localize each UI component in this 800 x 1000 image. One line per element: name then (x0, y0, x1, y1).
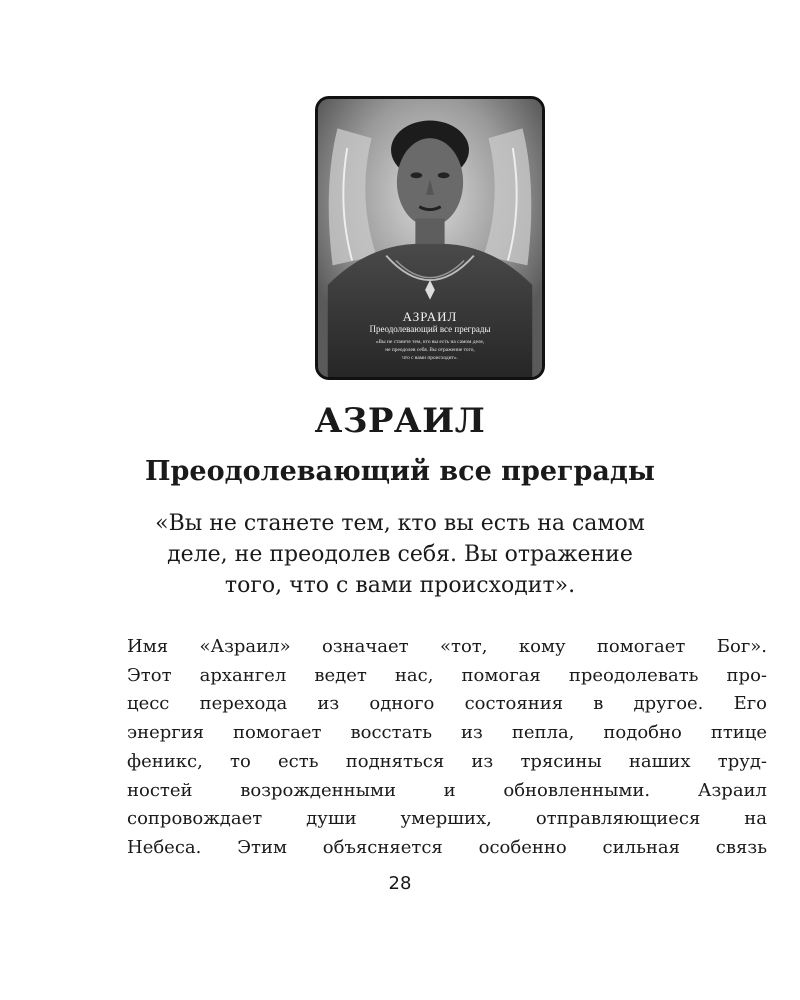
body-line: Имя «Азраил» означает «тот, кому помогает Бог». (127, 636, 767, 657)
card-quote-line: что с вами происходит». (402, 355, 458, 361)
body-line: феникс, то есть подняться из трясины наших труд- (127, 750, 767, 772)
quote-line: «Вы не станете тем, кто вы есть на самом (155, 511, 645, 536)
card-quote-line: не преодолев себя. Вы отражение того, (385, 347, 475, 353)
page-subtitle: Преодолевающий все преграды (145, 456, 655, 487)
card-quote-line: «Вы не станете тем, кто вы есть на самом деле, (375, 339, 485, 345)
card-name: АЗРАИЛ (402, 309, 458, 324)
page-title: АЗРАИЛ (314, 401, 486, 441)
page-number: 28 (388, 873, 412, 894)
body-line: цесс перехода из одного состояния в другое. Его (127, 693, 767, 715)
oracle-card-image (315, 96, 545, 380)
body-line: сопровождает души умерших, отправляющиеся на (127, 808, 767, 830)
body-paragraph (127, 633, 767, 863)
body-line: ностей возрожденными и обновленными. Азраил (127, 779, 767, 801)
body-line: Этот архангел ведет нас, помогая преодолевать про- (127, 664, 767, 686)
card-subtitle: Преодолевающий все преграды (369, 324, 491, 334)
quote-line: того, что с вами происходит». (224, 573, 576, 598)
epigraph-quote (110, 508, 690, 601)
card-caption (318, 309, 542, 362)
body-line: энергия помогает восстать из пепла, подобно птице (127, 722, 767, 744)
body-line: Небеса. Этим объясняется особенно сильная связь (127, 836, 767, 858)
card-quote (318, 338, 542, 362)
quote-line: деле, не преодолев себя. Вы отражение (167, 542, 633, 567)
